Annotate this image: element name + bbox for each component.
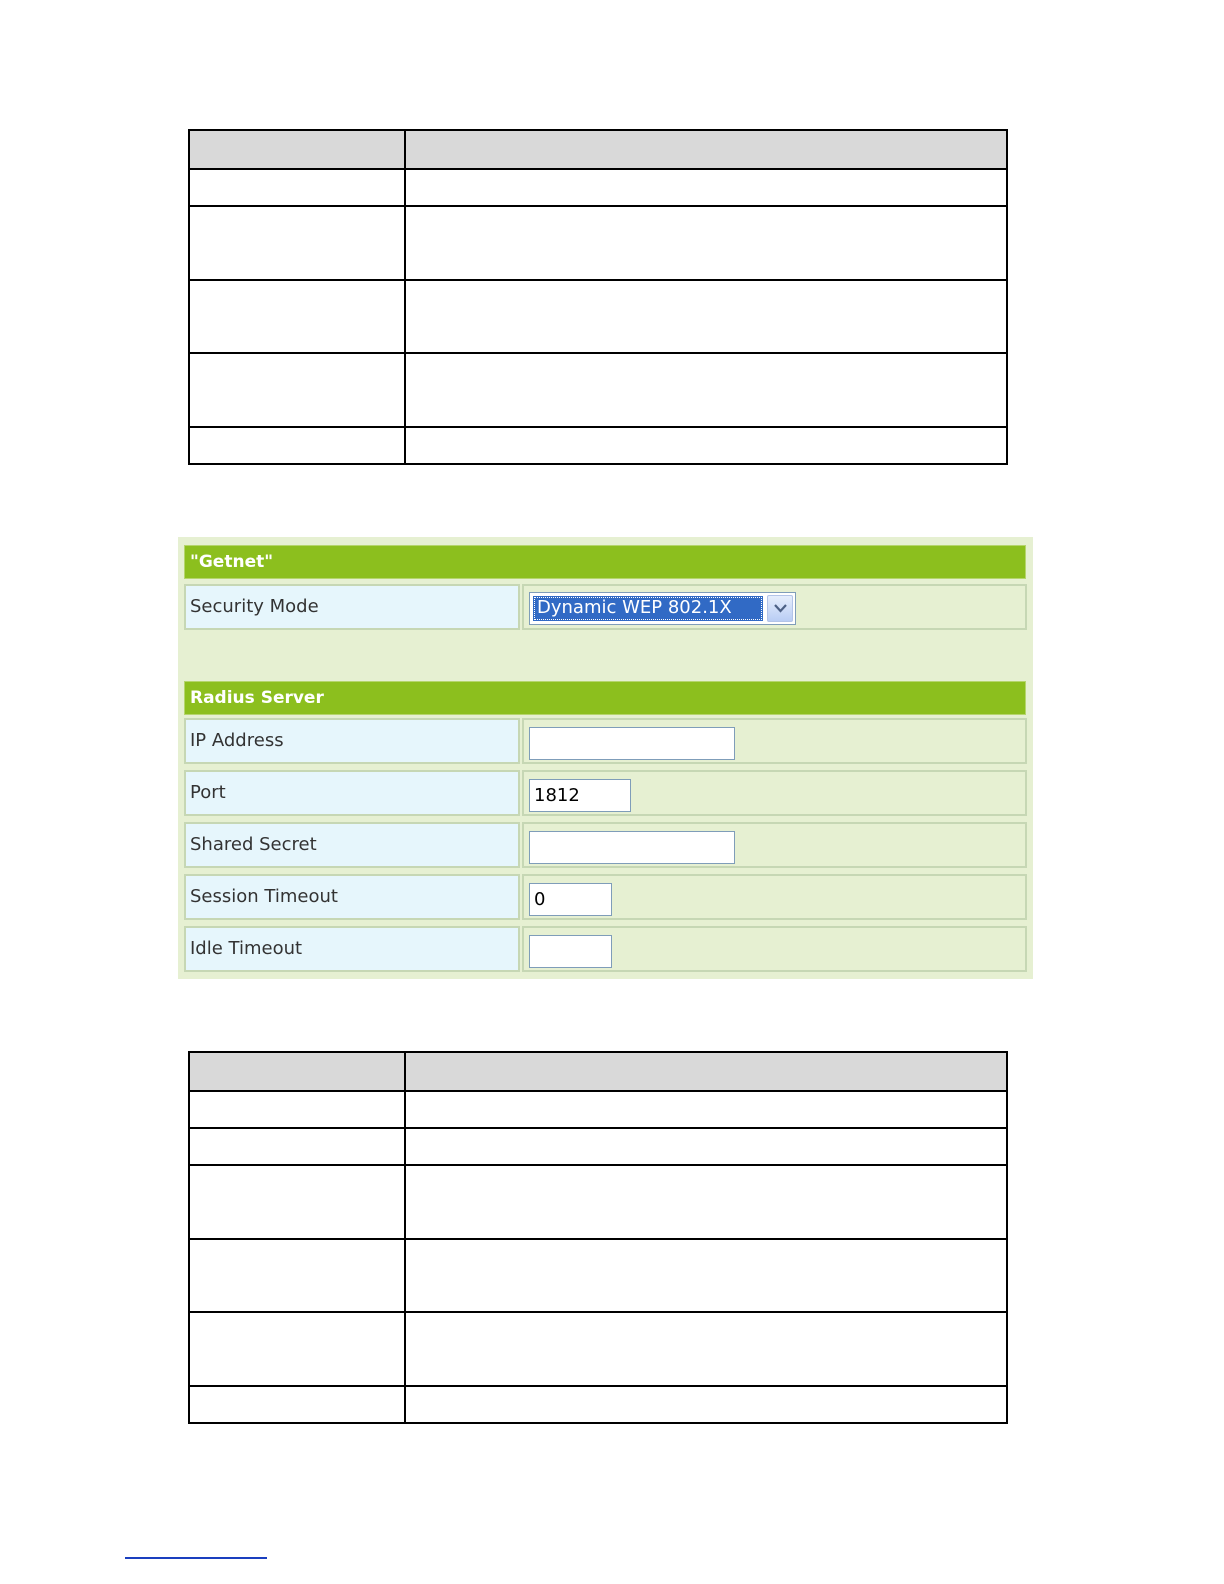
table-row <box>189 1165 1007 1239</box>
shared-secret-label: Shared Secret <box>184 822 520 868</box>
table-row <box>189 1386 1007 1423</box>
table-row <box>189 206 1007 280</box>
port-cell <box>522 770 1027 816</box>
table-row <box>189 353 1007 427</box>
security-mode-row <box>184 584 1027 630</box>
port-row <box>184 770 1027 816</box>
port-label: Port <box>184 770 520 816</box>
session-timeout-label: Session Timeout <box>184 874 520 920</box>
session-timeout-cell <box>522 874 1027 920</box>
security-mode-select[interactable] <box>529 592 796 625</box>
security-mode-cell <box>522 584 1027 630</box>
security-mode-selected-value[interactable]: Dynamic WEP 802.1X <box>533 596 763 621</box>
table-header-row <box>189 1052 1007 1091</box>
table-header-row <box>189 130 1007 169</box>
table-row <box>189 1239 1007 1312</box>
radius-server-section-title: Radius Server <box>190 688 324 708</box>
top-parameter-table <box>188 129 1008 465</box>
port-input[interactable] <box>529 779 631 812</box>
idle-timeout-cell <box>522 926 1027 972</box>
ip-address-cell <box>522 718 1027 764</box>
table-row <box>189 1091 1007 1128</box>
table-row <box>189 1312 1007 1386</box>
radius-server-section-header <box>184 681 1026 715</box>
idle-timeout-input[interactable] <box>529 935 612 968</box>
table-row <box>189 280 1007 353</box>
session-timeout-row <box>184 874 1027 920</box>
shared-secret-cell <box>522 822 1027 868</box>
security-mode-label: Security Mode <box>184 584 520 630</box>
ssid-section-header <box>184 545 1026 579</box>
chevron-down-icon <box>774 604 787 613</box>
bottom-parameter-table <box>188 1051 1008 1424</box>
ip-address-row <box>184 718 1027 764</box>
wireless-security-panel <box>178 537 1033 979</box>
table-row <box>189 169 1007 206</box>
session-timeout-input[interactable] <box>529 883 612 916</box>
ssid-section-title: "Getnet" <box>190 552 274 572</box>
ip-address-label: IP Address <box>184 718 520 764</box>
shared-secret-input[interactable] <box>529 831 735 864</box>
table-row <box>189 1128 1007 1165</box>
idle-timeout-label: Idle Timeout <box>184 926 520 972</box>
idle-timeout-row <box>184 926 1027 972</box>
ip-address-input[interactable] <box>529 727 735 760</box>
shared-secret-row <box>184 822 1027 868</box>
table-row <box>189 427 1007 464</box>
footnote-link-underline[interactable] <box>125 1557 267 1559</box>
dropdown-arrow-button[interactable] <box>767 595 793 622</box>
